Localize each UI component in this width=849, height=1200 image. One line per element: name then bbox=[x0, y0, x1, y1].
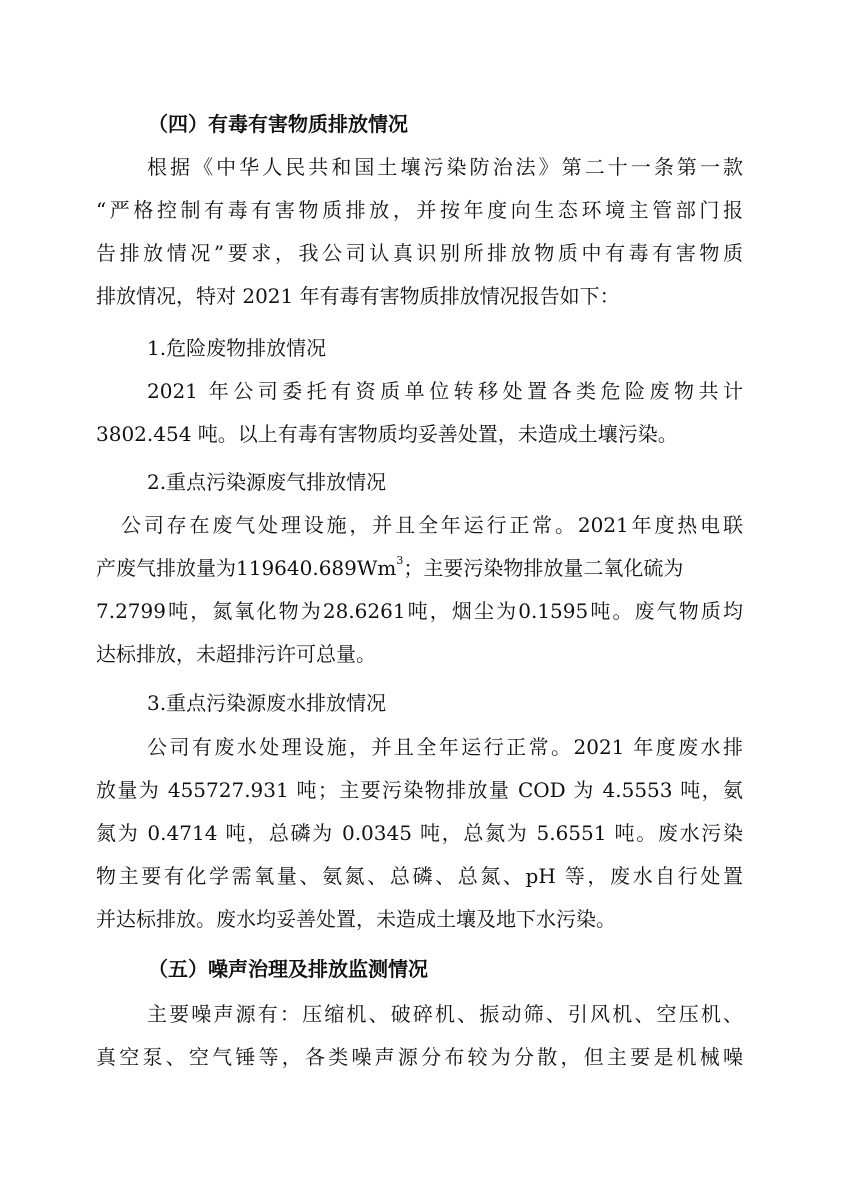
sub2-line-3: 7.2799吨，氮氧化物为28.6261吨，烟尘为0.1595吨。废气物质均 bbox=[96, 599, 743, 623]
sub2-line-4: 达标排放，未超排污许可总量。 bbox=[96, 642, 376, 666]
sub2-line-2 bbox=[96, 548, 743, 588]
section-4-heading: （四）有毒有害物质排放情况 bbox=[148, 112, 408, 136]
subsection-2-heading: 2.重点污染源废气排放情况 bbox=[147, 470, 387, 494]
intro-line-1: 根据《中华人民共和国土壤污染防治法》第二十一条第一款 bbox=[147, 155, 743, 179]
intro-line-3: 告排放情况”要求，我公司认真识别所排放物质中有毒有害物质 bbox=[96, 241, 743, 265]
noise-line-1: 主要噪声源有：压缩机、破碎机、振动筛、引风机、空压机、 bbox=[147, 1002, 743, 1026]
sub2-line-2-main: 产废气排放量为119640.689Wm bbox=[96, 556, 397, 580]
sub2-line-2-rest: ；主要污染物排放量二氧化硫为 bbox=[403, 556, 684, 580]
subsection-3-heading: 3.重点污染源废水排放情况 bbox=[147, 691, 387, 715]
intro-line-2: “严格控制有毒有害物质排放，并按年度向生态环境主管部门报 bbox=[96, 198, 743, 222]
sub1-line-2: 3802.454 吨。以上有毒有害物质均妥善处置，未造成土壤污染。 bbox=[96, 422, 678, 446]
superscript-3: 3 bbox=[396, 554, 404, 568]
subsection-1-heading: 1.危险废物排放情况 bbox=[147, 336, 327, 360]
noise-line-2: 真空泵、空气锤等，各类噪声源分布较为分散，但主要是机械噪 bbox=[96, 1045, 743, 1069]
sub3-line-5: 并达标排放。废水均妥善处置，未造成土壤及地下水污染。 bbox=[96, 907, 616, 931]
sub3-line-2: 放量为 455727.931 吨；主要污染物排放量 COD 为 4.5553 吨，氨 bbox=[96, 778, 743, 802]
intro-line-4: 排放情况，特对 2021 年有毒有害物质排放情况报告如下： bbox=[96, 284, 620, 308]
sub1-line-1: 2021 年公司委托有资质单位转移处置各类危险废物共计 bbox=[147, 379, 743, 403]
sub2-line-1: 公司存在废气处理设施，并且全年运行正常。2021年度热电联 bbox=[121, 513, 743, 537]
sub3-line-4: 物主要有化学需氧量、氨氮、总磷、总氮、pH 等，废水自行处置 bbox=[96, 864, 743, 888]
sub3-line-1: 公司有废水处理设施，并且全年运行正常。2021 年度废水排 bbox=[147, 735, 743, 759]
sub3-line-3: 氮为 0.4714 吨，总磷为 0.0345 吨，总氮为 5.6551 吨。废水污染 bbox=[96, 821, 743, 845]
section-5-heading: （五）噪声治理及排放监测情况 bbox=[148, 957, 428, 981]
